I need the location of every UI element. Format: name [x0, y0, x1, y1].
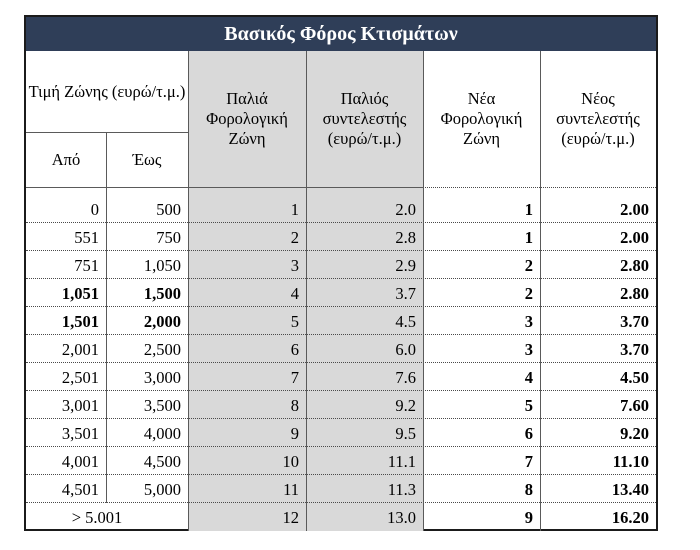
header-divider [26, 132, 188, 133]
new-zone-cell: 2 [524, 256, 533, 275]
new-coefficient-cell: 3.70 [620, 340, 649, 359]
from-cell: 4,501 [61, 480, 99, 499]
table-row [26, 279, 656, 307]
from-cell: 2,501 [61, 368, 99, 387]
table-row [26, 419, 656, 447]
new-zone-cell: 7 [524, 452, 533, 471]
old-zone-cell: 2 [290, 228, 299, 247]
header-to: Έως [132, 149, 162, 169]
from-cell: 551 [74, 228, 99, 247]
new-coefficient-cell: 9.20 [620, 424, 649, 443]
old-zone-cell: 1 [290, 200, 299, 219]
col-divider-from-to [106, 132, 107, 503]
new-coefficient-cell: 7.60 [620, 396, 649, 415]
from-cell: 3,501 [61, 424, 99, 443]
tax-table [24, 15, 658, 531]
new-zone-cell: 3 [524, 312, 533, 331]
new-zone-cell: 4 [524, 368, 533, 387]
range-open-cell: > 5.001 [71, 508, 123, 527]
from-cell: 751 [74, 256, 99, 275]
old-coefficient-cell: 6.0 [395, 340, 416, 359]
old-zone-cell: 11 [283, 480, 299, 499]
from-cell: 2,001 [61, 340, 99, 359]
to-cell: 2,500 [143, 340, 181, 359]
table-row [26, 475, 656, 503]
new-coefficient-cell: 2.80 [620, 284, 649, 303]
old-coefficient-cell: 2.9 [395, 256, 416, 275]
new-zone-cell: 9 [524, 508, 533, 527]
new-zone-cell: 3 [524, 340, 533, 359]
from-cell: 1,501 [61, 312, 99, 331]
new-coefficient-cell: 2.00 [620, 200, 649, 219]
new-coefficient-cell: 13.40 [611, 480, 649, 499]
header-from: Από [51, 149, 81, 169]
table-row [26, 307, 656, 335]
header-new-zone: Νέα Φορολογική Ζώνη [440, 89, 523, 148]
col-divider-3 [423, 51, 424, 531]
to-cell: 1,050 [143, 256, 181, 275]
old-zone-cell: 7 [290, 368, 299, 387]
old-zone-cell: 8 [290, 396, 299, 415]
old-coefficient-cell: 7.6 [395, 368, 416, 387]
old-coefficient-cell: 3.7 [395, 284, 416, 303]
old-zone-cell: 10 [282, 452, 299, 471]
header-old-coefficient: Παλιός συντελεστής (ευρώ/τ.μ.) [306, 51, 423, 187]
new-coefficient-cell: 4.50 [620, 368, 649, 387]
table-row [26, 251, 656, 279]
header-old-zone: Παλιά Φορολογική Ζώνη [188, 51, 306, 187]
old-zone-cell: 4 [290, 284, 299, 303]
new-coefficient-cell: 2.80 [620, 256, 649, 275]
header-zone-price: Τιμή Ζώνης (ευρώ/τ.μ.) [28, 81, 186, 101]
header-new-coefficient: Νέος συντελεστής (ευρώ/τ.μ.) [556, 89, 640, 148]
to-cell: 500 [156, 200, 181, 219]
new-zone-cell: 2 [524, 284, 533, 303]
to-cell: 3,000 [143, 368, 181, 387]
old-coefficient-cell: 9.5 [395, 424, 416, 443]
to-cell: 4,500 [143, 452, 181, 471]
to-cell: 3,500 [143, 396, 181, 415]
old-coefficient-cell: 9.2 [395, 396, 416, 415]
from-cell: 1,051 [61, 284, 99, 303]
old-coefficient-cell: 2.0 [395, 200, 416, 219]
old-coefficient-cell: 2.8 [395, 228, 416, 247]
old-coefficient-cell: 4.5 [395, 312, 416, 331]
old-zone-cell: 12 [282, 508, 299, 527]
to-cell: 750 [156, 228, 181, 247]
old-zone-cell: 5 [290, 312, 299, 331]
new-zone-cell: 6 [524, 424, 533, 443]
new-coefficient-cell: 2.00 [620, 228, 649, 247]
from-cell: 3,001 [61, 396, 99, 415]
to-cell: 2,000 [143, 312, 181, 331]
new-zone-cell: 5 [524, 396, 533, 415]
from-cell: 0 [90, 200, 99, 219]
new-zone-cell: 1 [524, 228, 533, 247]
table-row [26, 195, 656, 223]
table-row [26, 503, 656, 531]
to-cell: 1,500 [143, 284, 181, 303]
old-coefficient-cell: 11.3 [387, 480, 416, 499]
new-zone-cell: 1 [524, 200, 533, 219]
old-zone-cell: 6 [290, 340, 299, 359]
old-zone-cell: 3 [290, 256, 299, 275]
table-row [26, 335, 656, 363]
from-cell: 4,001 [61, 452, 99, 471]
to-cell: 5,000 [143, 480, 181, 499]
new-zone-cell: 8 [524, 480, 533, 499]
new-coefficient-cell: 11.10 [612, 452, 649, 471]
table-row [26, 447, 656, 475]
new-coefficient-cell: 16.20 [611, 508, 649, 527]
old-coefficient-cell: 11.1 [387, 452, 416, 471]
new-coefficient-cell: 3.70 [620, 312, 649, 331]
header-bottom-line [26, 187, 423, 188]
table-row [26, 391, 656, 419]
col-divider-4 [540, 51, 541, 531]
table-row [26, 363, 656, 391]
table-title: Βασικός Φόρος Κτισμάτων [26, 17, 656, 51]
to-cell: 4,000 [143, 424, 181, 443]
col-divider-1 [188, 51, 189, 531]
table-row [26, 223, 656, 251]
old-coefficient-cell: 13.0 [387, 508, 416, 527]
col-divider-2 [306, 51, 307, 531]
old-zone-cell: 9 [290, 424, 299, 443]
